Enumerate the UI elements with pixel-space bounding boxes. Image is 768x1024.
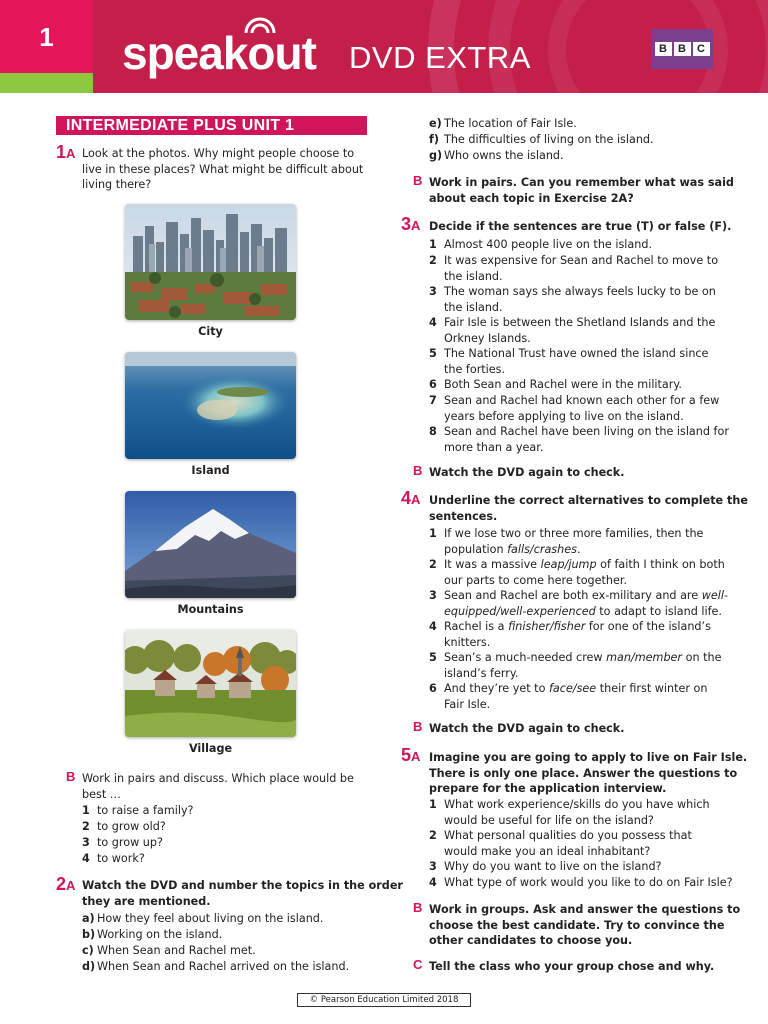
exercise-5b-prompt: Work in groups. Ask and answer the questions to choose the best candidate. Try to convince the other candidates to choose you. bbox=[429, 903, 741, 947]
item-letter: b) bbox=[82, 928, 96, 941]
unit-number: 1 bbox=[39, 22, 54, 52]
exercise-3b-label: B bbox=[413, 463, 423, 478]
item-number: 2 bbox=[429, 254, 437, 267]
photo-caption: Island bbox=[191, 464, 230, 477]
exercise-3b-prompt: Watch the DVD again to check. bbox=[429, 466, 625, 479]
exercise-2a-prompt: Watch the DVD and number the topics in the order they are mentioned. bbox=[82, 879, 403, 908]
topic-item: When Sean and Rachel arrived on the island. bbox=[97, 960, 350, 973]
item-number: 2 bbox=[82, 820, 90, 833]
brand-logo: speakout bbox=[122, 27, 316, 79]
item-number: 1 bbox=[429, 798, 437, 811]
question-item: What type of work would you like to do on Fair Isle? bbox=[444, 876, 733, 889]
item-number: 3 bbox=[82, 836, 90, 849]
list-item: to grow up? bbox=[97, 836, 163, 849]
question-item: What work experience/skills do you have which would be useful for life on the island? bbox=[444, 798, 710, 827]
bbc-logo bbox=[651, 29, 713, 69]
item-number: 5 bbox=[429, 347, 437, 360]
exercise-4a-prompt: Underline the correct alternatives to complete the sentences. bbox=[429, 494, 748, 523]
statement-item: Fair Isle is between the Shetland Islands and the Orkney Islands. bbox=[444, 316, 716, 345]
item-letter: a) bbox=[82, 912, 95, 925]
item-number: 1 bbox=[82, 804, 90, 817]
city-photo bbox=[125, 204, 296, 320]
village-photo bbox=[125, 630, 296, 737]
statement-item: Both Sean and Rachel were in the military. bbox=[444, 378, 682, 391]
island-photo bbox=[125, 352, 296, 459]
item-number: 4 bbox=[429, 316, 437, 329]
exercise-5b-label: B bbox=[413, 900, 423, 915]
item-letter: d) bbox=[82, 960, 96, 973]
exercise-1a-prompt: Look at the photos. Why might people choose to live in these places? What might be difficult about living there? bbox=[82, 147, 364, 191]
exercise-1a-label: 1A bbox=[56, 142, 76, 162]
sentence-item: Sean’s a much-needed crew man/member on the island’s ferry. bbox=[444, 651, 722, 680]
copyright-footer: © Pearson Education Limited 2018 bbox=[297, 993, 471, 1007]
exercise-5c-prompt: Tell the class who your group chose and why. bbox=[429, 960, 715, 973]
exercise-1b-prompt: Work in pairs and discuss. Which place would be best … bbox=[82, 772, 354, 801]
sentence-item: It was a massive leap/jump of faith I think on both our parts to come here together. bbox=[444, 558, 725, 587]
item-number: 6 bbox=[429, 378, 437, 391]
item-number: 4 bbox=[82, 852, 90, 865]
exercise-5c-label: C bbox=[413, 957, 423, 972]
exercise-2a-label: 2A bbox=[56, 874, 76, 894]
item-number: 3 bbox=[429, 589, 437, 602]
mountains-photo bbox=[125, 491, 296, 598]
item-letter: g) bbox=[429, 149, 443, 162]
speech-waves-icon bbox=[243, 16, 277, 34]
topic-item: The difficulties of living on the island. bbox=[444, 133, 654, 146]
exercise-3a-label: 3A bbox=[401, 214, 421, 234]
bbc-letter: B bbox=[655, 42, 672, 56]
exercise-5a-prompt: Imagine you are going to apply to live on Fair Isle. There is only one place. Answer the questions to prepare for the application interview. bbox=[429, 751, 748, 795]
item-number: 8 bbox=[429, 425, 437, 438]
topic-item: Who owns the island. bbox=[444, 149, 564, 162]
list-item: to grow old? bbox=[97, 820, 166, 833]
item-number: 4 bbox=[429, 620, 437, 633]
topic-item: How they feel about living on the island. bbox=[97, 912, 324, 925]
photo-caption: Mountains bbox=[177, 603, 244, 616]
exercise-2b-label: B bbox=[413, 173, 423, 188]
item-number: 2 bbox=[429, 829, 437, 842]
statement-item: The woman says she always feels lucky to be on the island. bbox=[444, 285, 716, 314]
list-item: to work? bbox=[97, 852, 145, 865]
exercise-2b-prompt: Work in pairs. Can you remember what was said about each topic in Exercise 2A? bbox=[429, 176, 734, 205]
unit-title: INTERMEDIATE PLUS UNIT 1 bbox=[56, 116, 367, 135]
bbc-letter: C bbox=[693, 42, 710, 56]
page-header bbox=[0, 0, 768, 93]
item-letter: c) bbox=[82, 944, 94, 957]
exercise-3a-prompt: Decide if the sentences are true (T) or false (F). bbox=[429, 220, 732, 233]
photo-caption: Village bbox=[188, 742, 233, 755]
statement-item: The National Trust have owned the island since the forties. bbox=[444, 347, 709, 376]
unit-tab-accent bbox=[0, 73, 93, 93]
item-number: 5 bbox=[429, 651, 437, 664]
question-item: What personal qualities do you possess that would make you an ideal inhabitant? bbox=[444, 829, 692, 858]
item-number: 3 bbox=[429, 285, 437, 298]
topic-item: The location of Fair Isle. bbox=[444, 117, 577, 130]
item-number: 2 bbox=[429, 558, 437, 571]
item-number: 7 bbox=[429, 394, 437, 407]
item-number: 4 bbox=[429, 876, 437, 889]
topic-item: When Sean and Rachel met. bbox=[97, 944, 256, 957]
exercise-1b-label: B bbox=[66, 769, 76, 784]
item-letter: e) bbox=[429, 117, 442, 130]
sentence-item: If we lose two or three more families, then the population falls/crashes. bbox=[444, 527, 704, 556]
item-number: 1 bbox=[429, 527, 437, 540]
statement-item: Sean and Rachel had known each other for a few years before applying to live on the island. bbox=[444, 394, 720, 423]
statement-item: It was expensive for Sean and Rachel to move to the island. bbox=[444, 254, 719, 283]
photo-caption: City bbox=[198, 325, 223, 338]
sentence-item: Rachel is a finisher/fisher for one of the island’s knitters. bbox=[444, 620, 711, 649]
bbc-letter: B bbox=[674, 42, 691, 56]
exercise-5a-label: 5A bbox=[401, 745, 421, 765]
exercise-4b-label: B bbox=[413, 719, 423, 734]
exercise-4a-label: 4A bbox=[401, 488, 421, 508]
question-item: Why do you want to live on the island? bbox=[444, 860, 662, 873]
statement-item: Sean and Rachel have been living on the island for more than a year. bbox=[444, 425, 729, 454]
sentence-item: And they’re yet to face/see their first winter on Fair Isle. bbox=[444, 682, 708, 711]
header-subtitle: DVD EXTRA bbox=[349, 40, 531, 75]
sentence-item: Sean and Rachel are both ex-military and are well- equipped/well-experienced to adapt to island life. bbox=[444, 589, 729, 618]
topic-item: Working on the island. bbox=[97, 928, 223, 941]
exercise-4b-prompt: Watch the DVD again to check. bbox=[429, 722, 625, 735]
item-letter: f) bbox=[429, 133, 439, 146]
statement-item: Almost 400 people live on the island. bbox=[444, 238, 652, 251]
item-number: 3 bbox=[429, 860, 437, 873]
item-number: 6 bbox=[429, 682, 437, 695]
list-item: to raise a family? bbox=[97, 804, 194, 817]
item-number: 1 bbox=[429, 238, 437, 251]
